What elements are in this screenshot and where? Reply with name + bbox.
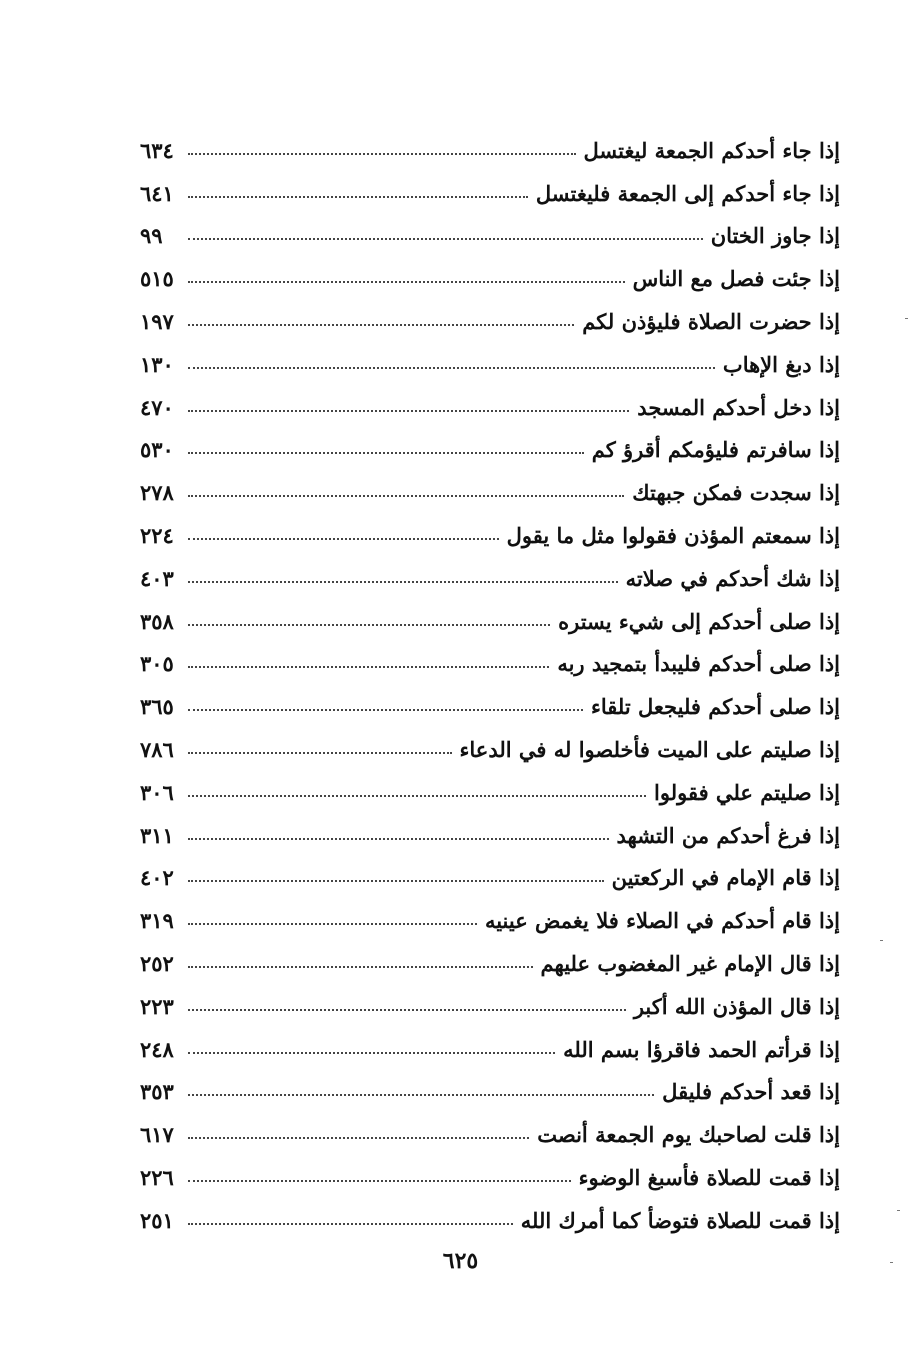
entry-text: إذا جاء أحدكم إلى الجمعة فليغتسل (535, 180, 840, 206)
entry-text: إذا قال الإمام غير المغضوب عليهم (540, 950, 840, 976)
entry-page-number: ٢٥١ (140, 1207, 174, 1233)
entry-text: إذا صليتم علي فقولوا (654, 779, 840, 805)
scan-speck (905, 318, 908, 319)
entry-page-number: ٣٥٨ (140, 608, 174, 634)
index-entry (140, 1017, 840, 1060)
dot-leader (188, 1137, 529, 1139)
index-entry (140, 118, 840, 161)
index-entry (140, 332, 840, 375)
entry-text: إذا قلت لصاحبك يوم الجمعة أنصت (537, 1122, 840, 1148)
index-entry (140, 974, 840, 1017)
entry-page-number: ٤٠٢ (140, 865, 174, 891)
index-entry (140, 1060, 840, 1103)
entry-text: إذا جاء أحدكم الجمعة ليغتسل (583, 137, 840, 163)
index-entry (140, 803, 840, 846)
entry-text: إذا قمت للصلاة فتوضأ كما أمرك الله (520, 1207, 840, 1233)
entry-text: إذا قام الإمام في الركعتين (611, 865, 840, 891)
entry-text: إذا فرغ أحدكم من التشهد (616, 822, 840, 848)
dot-leader (188, 838, 609, 840)
index-entry (140, 888, 840, 934)
index-entry (140, 546, 840, 589)
entry-text: إذا قمت للصلاة فأسبغ الوضوء (578, 1164, 840, 1190)
scan-speck (890, 1262, 893, 1263)
dot-leader (188, 1052, 555, 1054)
entry-text: إذا جاوز الختان (710, 223, 840, 249)
entry-text: إذا سافرتم فليؤمكم أقرؤ كم (591, 437, 840, 463)
entry-page-number: ٧٨٦ (140, 736, 174, 762)
dot-leader (188, 324, 574, 326)
dot-leader (188, 495, 624, 497)
entry-text: إذا صلى أحدكم فليجعل تلقاء (591, 694, 840, 720)
index-entry (140, 204, 840, 247)
index-entry (140, 503, 840, 546)
entry-text: إذا دخل أحدكم المسجد (637, 394, 840, 420)
dot-leader (188, 367, 715, 369)
dot-leader (188, 452, 584, 454)
index-entry (140, 717, 840, 760)
index-entry (140, 931, 840, 974)
entry-page-number: ٢٤٨ (140, 1036, 174, 1062)
entry-page-number: ٣٦٥ (140, 694, 174, 720)
entry-page-number: ١٣٠ (140, 351, 174, 377)
dot-leader (188, 666, 549, 668)
entry-text: إذا قرأتم الحمد فاقرؤا بسم الله (563, 1036, 840, 1062)
dot-leader (188, 196, 528, 198)
entry-page-number: ٣٠٥ (140, 651, 174, 677)
entry-text: إذا جئت فصل مع الناس (632, 266, 840, 292)
entry-page-number: ١٩٧ (140, 308, 174, 334)
entry-text: إذا قال المؤذن الله أكبر (633, 993, 840, 1019)
dot-leader (188, 581, 618, 583)
dot-leader (188, 1009, 626, 1011)
entry-text: إذا شك أحدكم في صلاته (625, 565, 840, 591)
entry-page-number: ٦٣٤ (140, 137, 174, 163)
dot-leader (188, 410, 629, 412)
entry-text: إذا قعد أحدكم فليقل (662, 1079, 840, 1105)
dot-leader (188, 624, 550, 626)
entry-page-number: ٤٠٣ (140, 565, 174, 591)
index-entry (140, 1145, 840, 1188)
index-list (140, 118, 840, 1231)
index-entry (140, 161, 840, 204)
entry-page-number: ٣٥٣ (140, 1079, 174, 1105)
entry-text: إذا صلى أحدكم فليبدأ بتمجيد ربه (557, 651, 840, 677)
entry-page-number: ٢٧٨ (140, 480, 174, 506)
entry-page-number: ٩٩ (140, 223, 163, 249)
entry-page-number: ٣١٩ (140, 908, 174, 934)
entry-text: إذا صليتم على الميت فأخلصوا له في الدعاء (459, 736, 840, 762)
entry-text: إذا قام أحدكم في الصلاء فلا يغمض عينيه (484, 908, 840, 934)
dot-leader (188, 923, 477, 925)
entry-page-number: ٢٢٦ (140, 1164, 174, 1190)
index-entry (140, 846, 840, 889)
dot-leader (188, 966, 533, 968)
dot-leader (188, 752, 452, 754)
dot-leader (188, 281, 625, 283)
dot-leader (188, 880, 604, 882)
index-entry (140, 1188, 840, 1231)
entry-page-number: ٦١٧ (140, 1122, 174, 1148)
entry-text: إذا صلى أحدكم إلى شيء يستره (558, 608, 840, 634)
index-entry (140, 460, 840, 506)
dot-leader (188, 153, 576, 155)
index-entry (140, 674, 840, 720)
index-entry (140, 418, 840, 461)
entry-text: إذا سجدت فمكن جبهتك (632, 480, 840, 506)
index-entry (140, 289, 840, 332)
entry-page-number: ٦٤١ (140, 180, 174, 206)
entry-page-number: ٣٠٦ (140, 779, 174, 805)
dot-leader (188, 238, 703, 240)
dot-leader (188, 795, 646, 797)
dot-leader (188, 1094, 654, 1096)
scan-speck (897, 1210, 900, 1211)
entry-page-number: ٤٧٠ (140, 394, 174, 420)
index-entry (140, 760, 840, 803)
entry-text: إذا حضرت الصلاة فليؤذن لكم (582, 308, 840, 334)
scan-speck (880, 940, 883, 941)
index-entry (140, 1102, 840, 1148)
page-number: ٦٢٥ (442, 1248, 479, 1274)
index-entry (140, 375, 840, 418)
entry-page-number: ٢٢٤ (140, 522, 174, 548)
index-entry (140, 632, 840, 675)
dot-leader (188, 538, 499, 540)
dot-leader (188, 1180, 571, 1182)
entry-page-number: ٢٥٢ (140, 950, 174, 976)
entry-text: إذا دبغ الإهاب (722, 351, 840, 377)
entry-text: إذا سمعتم المؤذن فقولوا مثل ما يقول (506, 522, 840, 548)
entry-page-number: ٢٢٣ (140, 993, 174, 1019)
dot-leader (188, 1223, 513, 1225)
index-entry (140, 589, 840, 632)
index-entry (140, 246, 840, 292)
entry-page-number: ٥١٥ (140, 266, 174, 292)
entry-page-number: ٥٣٠ (140, 437, 174, 463)
dot-leader (188, 709, 583, 711)
entry-page-number: ٣١١ (140, 822, 174, 848)
